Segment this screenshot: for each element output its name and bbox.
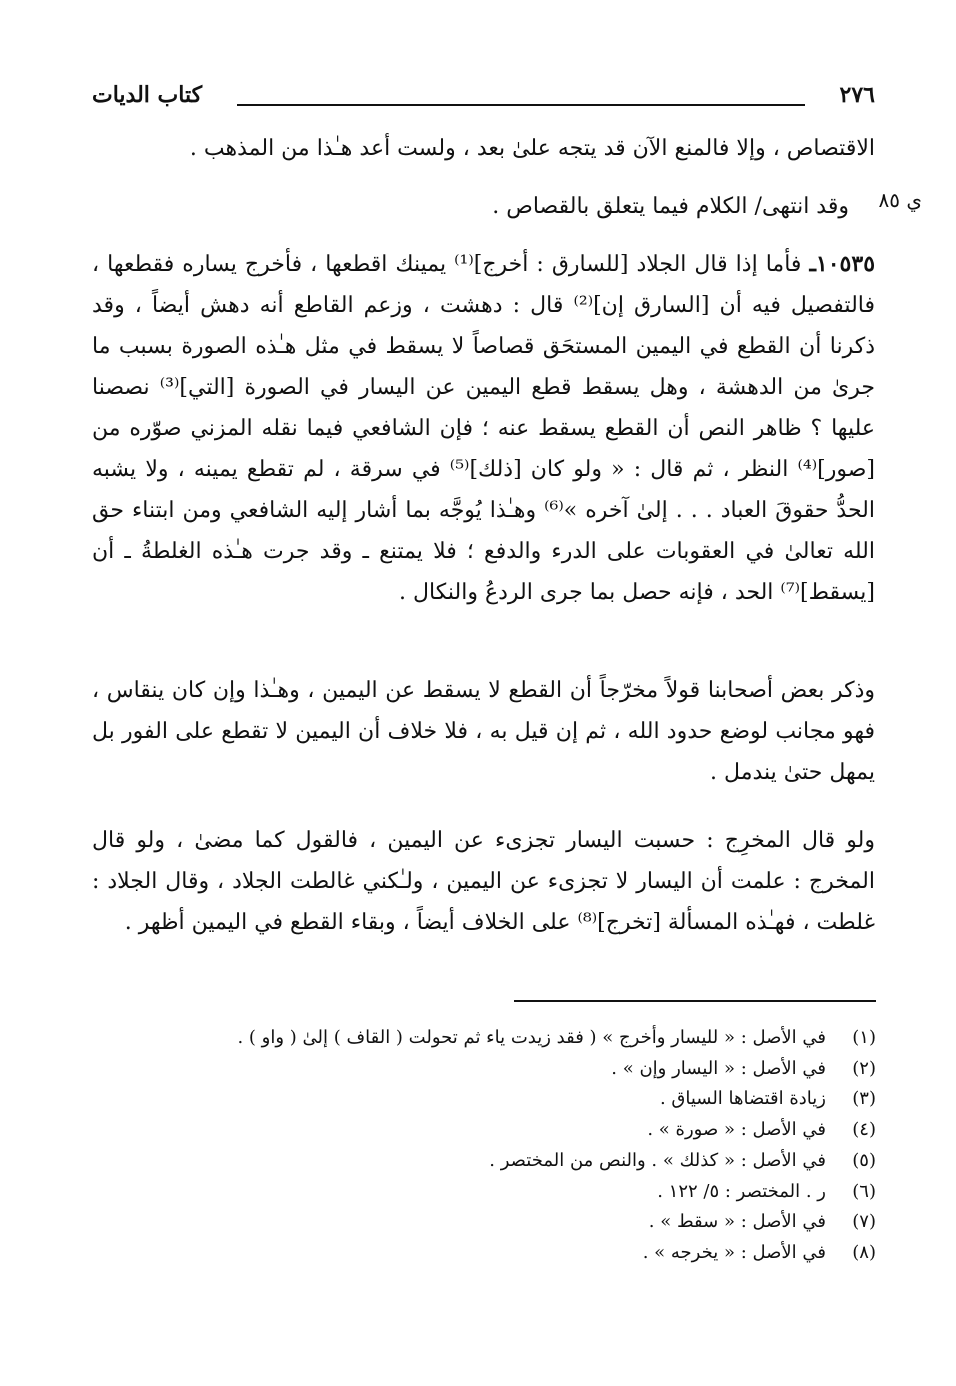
footnote: (٥)في الأصل : « كذلك » . والنص من المختصر . — [489, 1149, 876, 1171]
paragraph-line: وقد انتهى/ الكلام فيما يتعلق بالقصاص . — [492, 194, 849, 219]
footnote: (٢)في الأصل : « اليسار وإن » . — [611, 1057, 876, 1079]
footnote: (٦)ر . المختصر : ٥/ ١٢٢ . — [657, 1180, 876, 1202]
footnote: (٨)في الأصل : « يخرجه » . — [642, 1241, 876, 1263]
page-header — [92, 82, 875, 116]
page-number: ٢٧٦ — [839, 82, 875, 108]
footnote: (٧)في الأصل : « سقط » . — [648, 1211, 876, 1233]
footnote: (١)في الأصل : « لليسار وأخرج » ( فقد زيدت ياء ثم تحولت ( القاف ) إلىٰ ( واو ) . — [237, 1027, 876, 1048]
paragraph-10535 — [92, 244, 875, 613]
paragraph-line: الاقتصاص ، وإلا فالمنع الآن قد يتجه علىٰ بعد ، ولست أعد هـٰذا من المذهب . — [189, 136, 875, 161]
paragraph-text: فأما إذا قال الجلاد [للسارق : أخرج]⁽¹⁾ يمينك اقطعها ، فأخرج يساره فقطعها ، فالتفصيل فيه أن [السارق إن]⁽²⁾ قال : دهشت ، وزعم القاطع أنه دهش أيضاً ، وقد ذكرنا أن القطع في اليمين المستحَق قصاصاً لا يسقط في مثل هـٰذه الصورة بسبب ما جرىٰ من الدهشة ، وهل يسقط قطع اليمين عن اليسار في الصورة [التي]⁽³⁾ نصصنا عليها ؟ ظاهر النص أن القطع يسقط عنه ؛ فإن الشافعي فيما نقله المزني صوّره من [صور]⁽⁴⁾ النظر ، ثم قال : « ولو كان [ذلك]⁽⁵⁾ في سرقة ، لم تقطع يمينه ، ولا يشبه الحدُّ حقوقَ العباد . . . إلىٰ آخره »⁽⁶⁾ وهـٰذا يُوجَّه بما أشار إليه الشافعي ومن ابتناء حق الله تعالىٰ في العقوبات على الدرء والدفع ؛ فلا يمتنع ـ وقد جرت هـٰذه الغلطةُ ـ أن [يسقط]⁽⁷⁾ الحد ، فإنه حصل بما جرى الردعُ والنكال . — [92, 252, 875, 605]
paragraph-continuation — [92, 128, 875, 169]
paragraph-takhrij — [92, 670, 875, 793]
paragraph-text: وذكر بعض أصحابنا قولاً مخرّجاً أن القطع لا يسقط عن اليمين ، وهـٰذا وإن كان ينقاس ، فهو مجانب لوضع حدود الله ، ثم إن قيل به ، فلا خلاف أن اليمين لا تقطع على الفور بل يمهل حتىٰ يندمل . — [92, 678, 875, 785]
book-title: كتاب الديات — [92, 82, 203, 108]
footnote: (٣)زيادة اقتضاها السياق . — [659, 1088, 876, 1110]
header-rule — [237, 104, 805, 106]
footnote-separator — [514, 1000, 876, 1002]
paragraph-end-of-section — [149, 186, 849, 227]
footnotes — [116, 1023, 876, 1269]
paragraph-text: ولو قال المخرِج : حسبت اليسار تجزىء عن اليمين ، فالقول كما مضىٰ ، ولو قال المخرج : علمت أن اليسار لا تجزىء عن اليمين ، ولـٰكني غالطت الجلاد ، وقال الجلاد : غلطت ، فهـٰذه المسألة [تخرج]⁽⁸⁾ على الخلاف أيضاً ، وبقاء القطع في اليمين أظهر . — [92, 828, 875, 935]
footnote: (٤)في الأصل : « صورة » . — [647, 1119, 876, 1141]
paragraph-mukhrij — [92, 820, 875, 943]
margin-page-ref: ي ٨٥ — [878, 188, 922, 212]
issue-number: ١٠٥٣٥ـ — [809, 251, 876, 277]
